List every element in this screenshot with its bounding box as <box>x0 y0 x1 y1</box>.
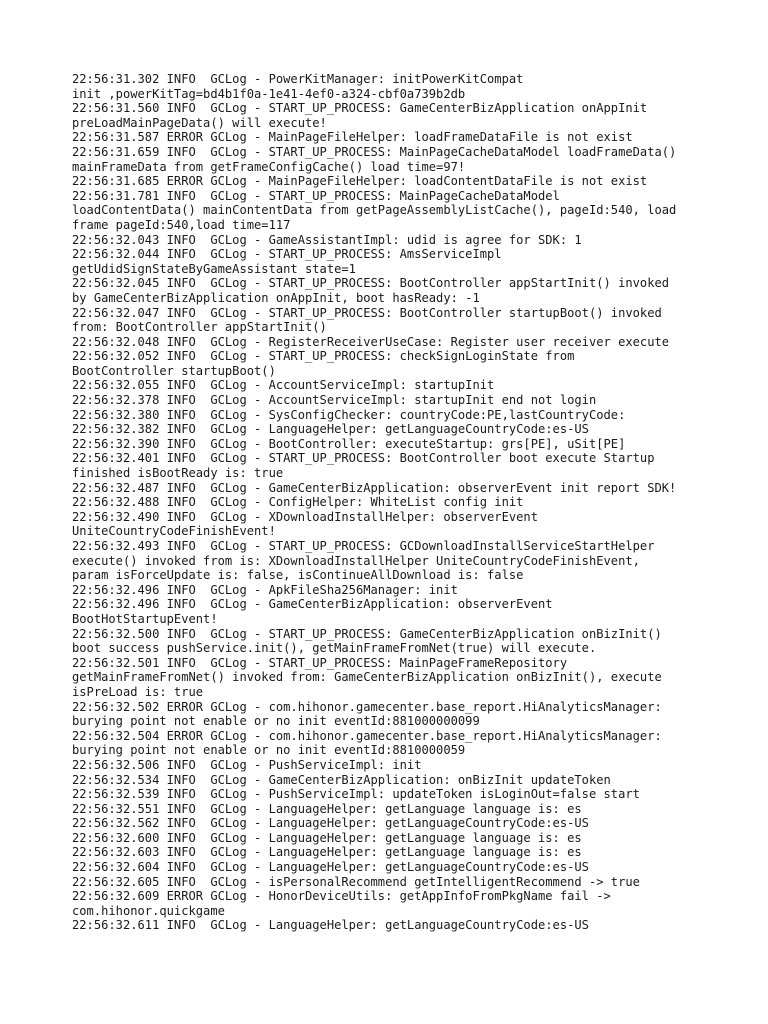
log-line: UniteCountryCodeFinishEvent! <box>72 524 276 539</box>
log-line: frame pageId:540,load time=117 <box>72 217 291 232</box>
log-line: loadContentData() mainContentData from getPageAssemblyListCache(), pageId:540, load <box>72 203 677 218</box>
log-line: 22:56:32.390 INFO GCLog - BootController: executeStartup: grs[PE], uSit[PE] <box>72 436 626 451</box>
log-line: 22:56:32.534 INFO GCLog - GameCenterBizApplication: onBizInit updateToken <box>72 772 611 787</box>
log-line: 22:56:32.048 INFO GCLog - RegisterReceiverUseCase: Register user receiver execute <box>72 334 670 349</box>
log-line: 22:56:32.378 INFO GCLog - AccountServiceImpl: startupInit end not login <box>72 393 597 408</box>
log-line: 22:56:31.781 INFO GCLog - START_UP_PROCESS: MainPageCacheDataModel <box>72 188 560 203</box>
log-line: 22:56:32.047 INFO GCLog - START_UP_PROCESS: BootController startupBoot() invoked <box>72 305 662 320</box>
log-line: 22:56:32.605 INFO GCLog - isPersonalRecommend getIntelligentRecommend -> true <box>72 874 640 889</box>
log-line: 22:56:32.401 INFO GCLog - START_UP_PROCESS: BootController boot execute Startup <box>72 451 655 466</box>
log-line: 22:56:31.587 ERROR GCLog - MainPageFileHelper: loadFrameDataFile is not exist <box>72 130 633 145</box>
log-line: isPreLoad is: true <box>72 684 204 699</box>
log-line: 22:56:32.506 INFO GCLog - PushServiceImpl: init <box>72 757 422 772</box>
log-line: 22:56:31.302 INFO GCLog - PowerKitManager: initPowerKitCompat <box>72 72 524 86</box>
log-line: 22:56:32.562 INFO GCLog - LanguageHelper: getLanguageCountryCode:es-US <box>72 816 589 831</box>
log-line: 22:56:32.382 INFO GCLog - LanguageHelper: getLanguageCountryCode:es-US <box>72 422 589 437</box>
log-line: mainFrameData from getFrameConfigCache() load time=97! <box>72 159 466 174</box>
log-line: 22:56:32.500 INFO GCLog - START_UP_PROCESS: GameCenterBizApplication onBizInit() <box>72 626 662 641</box>
log-line: 22:56:32.052 INFO GCLog - START_UP_PROCESS: checkSignLoginState from <box>72 349 575 364</box>
log-line: 22:56:32.496 INFO GCLog - ApkFileSha256Manager: init <box>72 582 458 597</box>
log-line: by GameCenterBizApplication onAppInit, boot hasReady: -1 <box>72 290 480 305</box>
log-line: 22:56:32.501 INFO GCLog - START_UP_PROCESS: MainPageFrameRepository <box>72 655 568 670</box>
log-line: 22:56:31.685 ERROR GCLog - MainPageFileHelper: loadContentDataFile is not exist <box>72 174 648 189</box>
log-line: BootController startupBoot() <box>72 363 276 378</box>
log-line: 22:56:32.488 INFO GCLog - ConfigHelper: WhiteList config init <box>72 495 524 510</box>
log-line: 22:56:32.502 ERROR GCLog - com.hihonor.gamecenter.base_report.HiAnalyticsManager: <box>72 699 662 714</box>
log-line: 22:56:31.659 INFO GCLog - START_UP_PROCESS: MainPageCacheDataModel loadFrameData() <box>72 144 677 159</box>
log-line: boot success pushService.init(), getMainFrameFromNet(true) will execute. <box>72 641 597 656</box>
log-document <box>72 72 712 933</box>
log-line: 22:56:32.493 INFO GCLog - START_UP_PROCESS: GCDownloadInstallServiceStartHelper <box>72 539 655 553</box>
log-line: getUdidSignStateByGameAssistant state=1 <box>72 261 356 276</box>
log-line: 22:56:32.551 INFO GCLog - LanguageHelper: getLanguage language is: es <box>72 801 582 816</box>
log-line: getMainFrameFromNet() invoked from: GameCenterBizApplication onBizInit(), execute <box>72 670 662 685</box>
log-line: 22:56:32.043 INFO GCLog - GameAssistantImpl: udid is agree for SDK: 1 <box>72 232 582 247</box>
log-line: 22:56:32.055 INFO GCLog - AccountServiceImpl: startupInit <box>72 378 495 393</box>
log-line: 22:56:32.490 INFO GCLog - XDownloadInstallHelper: observerEvent <box>72 509 538 524</box>
log-line: com.hihonor.quickgame <box>72 903 225 918</box>
log-line: preLoadMainPageData() will execute! <box>72 115 327 130</box>
log-line: 22:56:32.600 INFO GCLog - LanguageHelper: getLanguage language is: es <box>72 830 582 845</box>
log-line: 22:56:32.611 INFO GCLog - LanguageHelper: getLanguageCountryCode:es-US <box>72 918 589 933</box>
log-line: from: BootController appStartInit() <box>72 320 327 335</box>
log-line: finished isBootReady is: true <box>72 466 284 481</box>
log-line: 22:56:32.539 INFO GCLog - PushServiceImpl: updateToken isLoginOut=false start <box>72 787 640 802</box>
log-line: BootHotStartupEvent! <box>72 611 218 626</box>
log-line: 22:56:32.603 INFO GCLog - LanguageHelper: getLanguage language is: es <box>72 845 582 860</box>
log-line: execute() invoked from is: XDownloadInstallHelper UniteCountryCodeFinishEvent, <box>72 553 640 568</box>
log-line: 22:56:32.045 INFO GCLog - START_UP_PROCESS: BootController appStartInit() invoked <box>72 276 670 291</box>
log-line: 22:56:32.496 INFO GCLog - GameCenterBizApplication: observerEvent <box>72 597 553 612</box>
log-line: 22:56:32.604 INFO GCLog - LanguageHelper: getLanguageCountryCode:es-US <box>72 860 589 875</box>
log-line: burying point not enable or no init eventId:881000000099 <box>72 714 480 729</box>
log-line: 22:56:32.609 ERROR GCLog - HonorDeviceUtils: getAppInfoFromPkgName fail -> <box>72 889 611 904</box>
log-line: init ,powerKitTag=bd4b1f0a-1e41-4ef0-a324-cbf0a739b2db <box>72 86 466 101</box>
log-line: 22:56:32.504 ERROR GCLog - com.hihonor.gamecenter.base_report.HiAnalyticsManager: <box>72 728 662 743</box>
log-line: burying point not enable or no init eventId:8810000059 <box>72 743 466 758</box>
log-line: 22:56:32.487 INFO GCLog - GameCenterBizApplication: observerEvent init report SDK! <box>72 480 677 495</box>
log-line: param isForceUpdate is: false, isContinueAllDownload is: false <box>72 568 524 583</box>
log-line: 22:56:32.044 INFO GCLog - START_UP_PROCESS: AmsServiceImpl <box>72 247 502 262</box>
log-line: 22:56:32.380 INFO GCLog - SysConfigChecker: countryCode:PE,lastCountryCode: <box>72 407 626 422</box>
log-line: 22:56:31.560 INFO GCLog - START_UP_PROCESS: GameCenterBizApplication onAppInit <box>72 101 648 116</box>
